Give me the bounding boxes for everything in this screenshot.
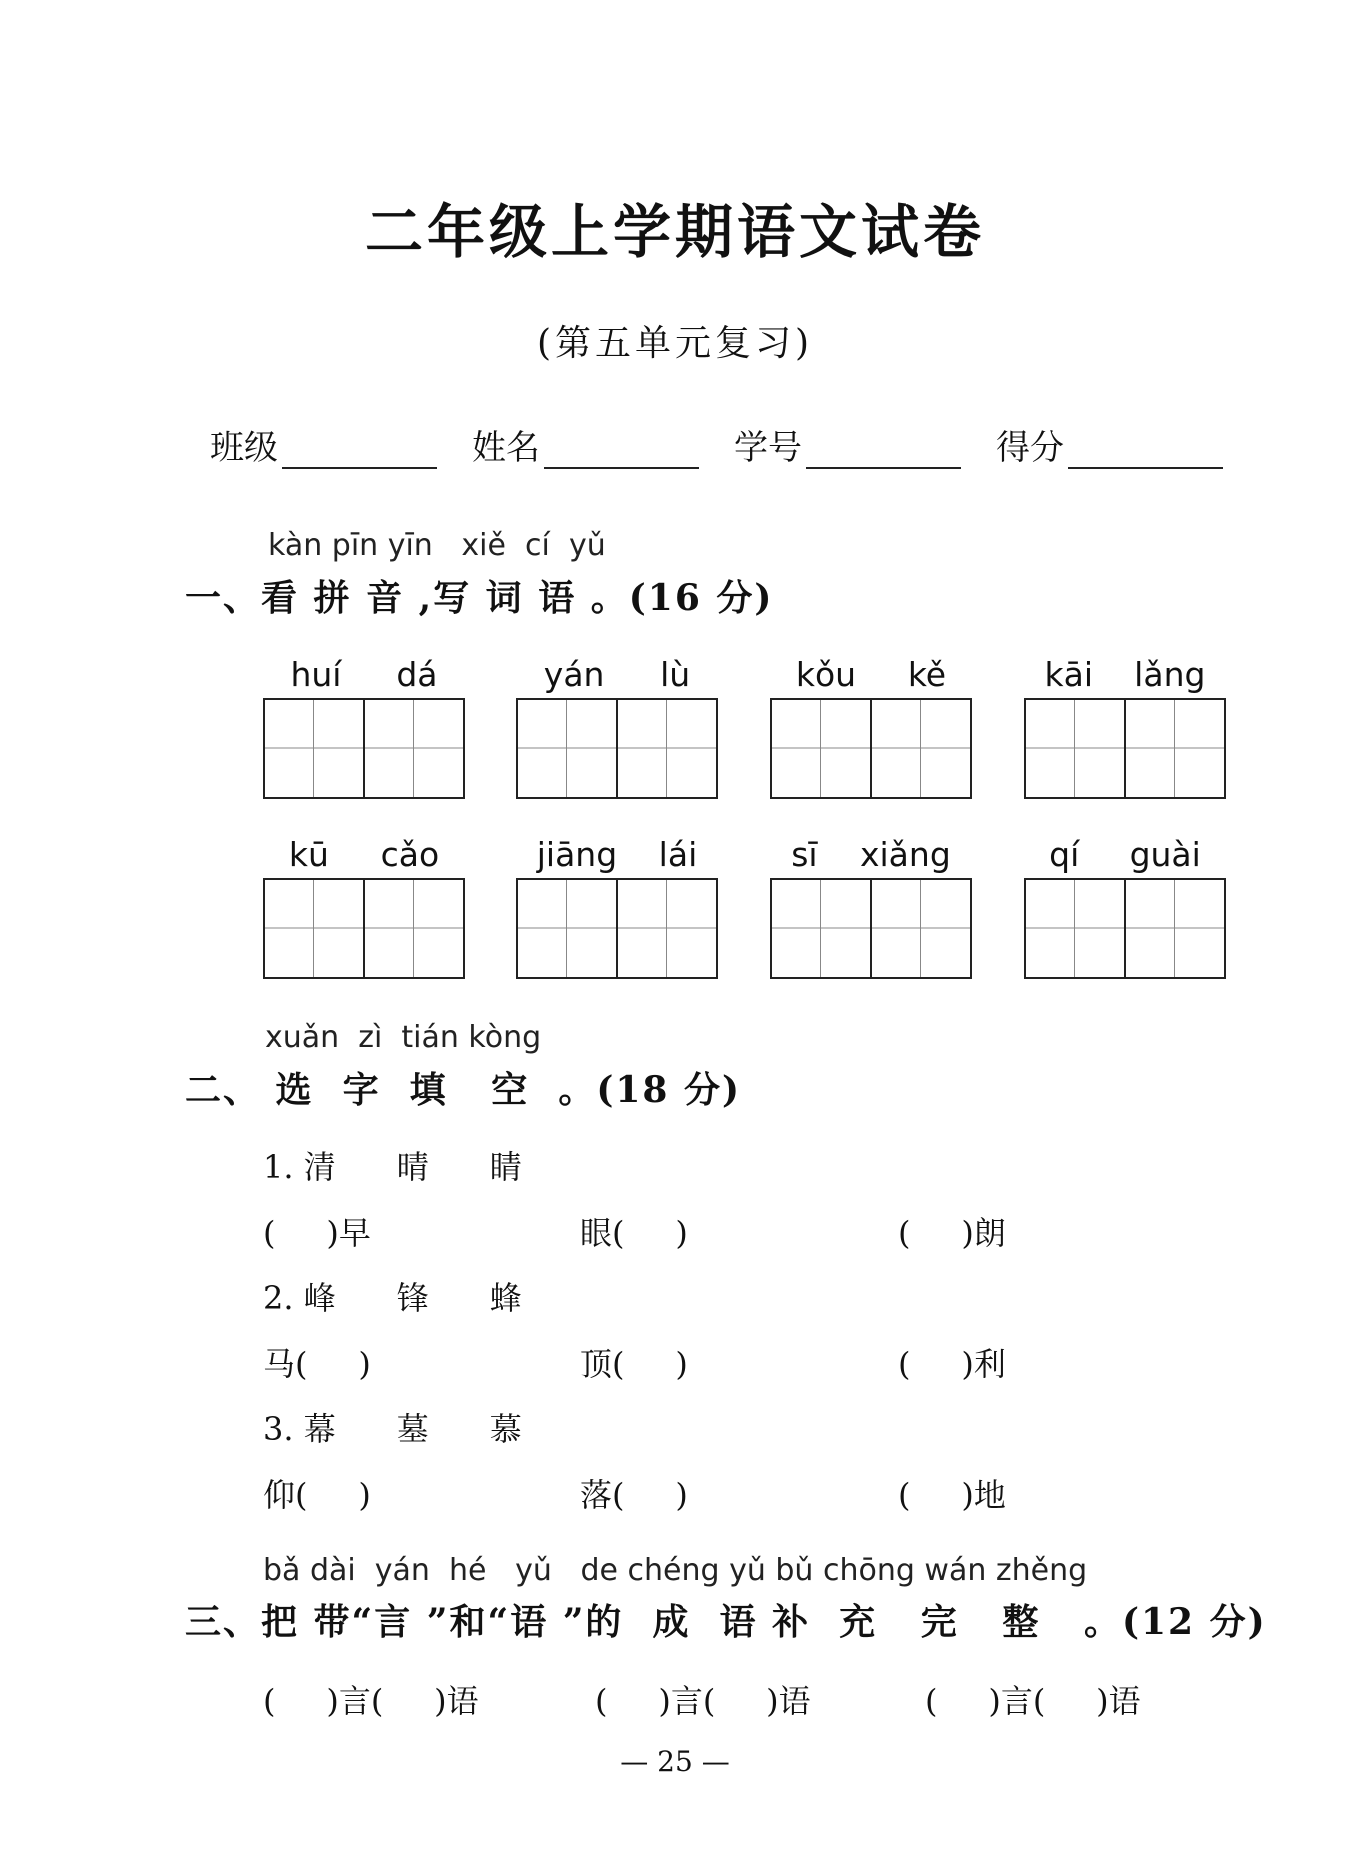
student-number-field[interactable] <box>734 420 961 469</box>
score-field[interactable] <box>996 420 1223 469</box>
page-title: 二年级上学期语文试卷 <box>364 198 985 266</box>
group3-blank-a[interactable]: 仰( ) <box>263 1476 371 1514</box>
word-pinyin: huí dá <box>290 655 438 694</box>
writing-grid[interactable] <box>1024 698 1226 799</box>
writing-grid[interactable] <box>770 698 972 799</box>
word-pinyin: sī xiǎng <box>791 835 951 874</box>
word-cell-6[interactable] <box>516 832 718 979</box>
class-field[interactable] <box>210 420 437 469</box>
writing-grid[interactable] <box>1024 878 1226 979</box>
word-pinyin: qí guài <box>1049 835 1201 874</box>
writing-grid[interactable] <box>263 878 465 979</box>
name-field[interactable] <box>472 420 699 469</box>
score-blank[interactable] <box>1068 427 1223 469</box>
writing-grid[interactable] <box>263 698 465 799</box>
section2-pinyin: xuǎn zì tián kòng <box>265 1020 542 1055</box>
writing-grid[interactable] <box>770 878 972 979</box>
word-pinyin: kū cǎo <box>288 835 440 874</box>
group3-blank-b[interactable]: 落( ) <box>580 1476 688 1514</box>
idiom-blank-3[interactable]: ( )言( )语 <box>925 1682 1141 1720</box>
word-cell-2[interactable] <box>516 652 718 799</box>
group2-blank-b[interactable]: 顶( ) <box>580 1345 688 1383</box>
page-subtitle: (第五单元复习) <box>536 323 814 364</box>
page-number: — 25 — <box>620 1745 730 1778</box>
word-cell-3[interactable] <box>770 652 972 799</box>
writing-grid[interactable] <box>516 698 718 799</box>
word-cell-1[interactable] <box>263 652 465 799</box>
idiom-blank-1[interactable]: ( )言( )语 <box>263 1682 479 1720</box>
group2-blank-a[interactable]: 马( ) <box>263 1345 371 1383</box>
group1-chars: 1. 清 晴 睛 <box>263 1148 522 1186</box>
section2-heading: 二、 选 字 填 空 。(18 分) <box>185 1069 742 1111</box>
word-cell-8[interactable] <box>1024 832 1226 979</box>
section3-heading: 三、把 带“言 ”和“语 ”的 成 语 补 充 完 整 。(12 分) <box>185 1601 1267 1643</box>
word-pinyin: jiāng lái <box>536 835 698 874</box>
class-blank[interactable] <box>282 427 437 469</box>
class-label: 班级 <box>210 428 278 468</box>
writing-grid[interactable] <box>516 878 718 979</box>
word-pinyin: kāi lǎng <box>1044 655 1206 694</box>
group3-chars: 3. 幕 墓 慕 <box>263 1410 522 1448</box>
group2-chars: 2. 峰 锋 蜂 <box>263 1279 522 1317</box>
number-label: 学号 <box>734 428 802 468</box>
word-cell-5[interactable] <box>263 832 465 979</box>
word-pinyin: yán lù <box>543 655 691 694</box>
group1-blank-c[interactable]: ( )朗 <box>898 1214 1006 1252</box>
section3-pinyin: bǎ dài yán hé yǔ de chéng yǔ bǔ chōng wán zhěng <box>263 1553 1088 1588</box>
word-cell-7[interactable] <box>770 832 972 979</box>
number-blank[interactable] <box>806 427 961 469</box>
group2-blank-c[interactable]: ( )利 <box>898 1345 1006 1383</box>
score-label: 得分 <box>996 428 1064 468</box>
student-info-row <box>210 420 1240 480</box>
group1-blank-b[interactable]: 眼( ) <box>580 1214 688 1252</box>
group1-blank-a[interactable]: ( )早 <box>263 1214 371 1252</box>
section1-heading: 一、看 拼 音 ,写 词 语 。(16 分) <box>185 577 774 619</box>
word-cell-4[interactable] <box>1024 652 1226 799</box>
word-pinyin: kǒu kě <box>795 655 947 694</box>
idiom-blank-2[interactable]: ( )言( )语 <box>595 1682 811 1720</box>
name-blank[interactable] <box>544 427 699 469</box>
group3-blank-c[interactable]: ( )地 <box>898 1476 1006 1514</box>
name-label: 姓名 <box>472 428 540 468</box>
section1-pinyin: kàn pīn yīn xiě cí yǔ <box>268 528 606 563</box>
